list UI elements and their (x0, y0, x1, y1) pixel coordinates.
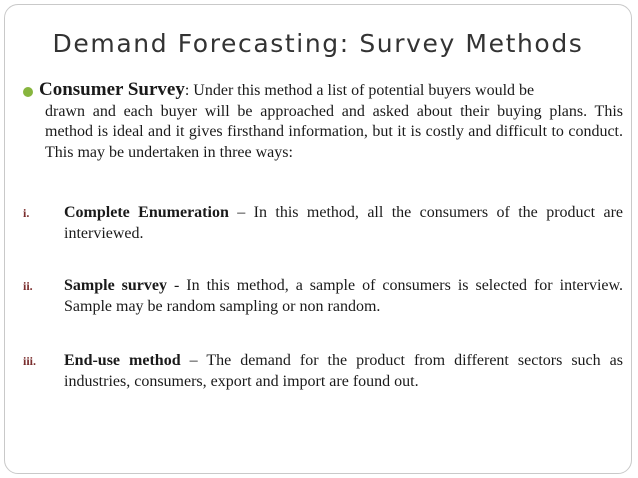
list-item-text (64, 202, 623, 244)
list-item-keyword: End-use method (64, 352, 181, 369)
list-item-description: – In this method, all the consumers of the product are interviewed. (64, 204, 623, 242)
intro-first-line-text: : Under this method a list of potential buyers would be (184, 82, 535, 99)
list-number: iii. (23, 354, 37, 368)
list-item-text (64, 350, 623, 392)
intro-lead: Consumer Survey (39, 79, 185, 100)
slide-title: Demand Forecasting: Survey Methods (52, 29, 584, 58)
list-item-end-use-method (23, 350, 623, 392)
intro-first-line (23, 79, 535, 100)
list-item-description: – The demand for the product from different sectors such as industries, consumers, export and import are found out. (64, 352, 623, 390)
list-item-complete-enumeration (23, 202, 623, 244)
list-number: ii. (23, 279, 33, 293)
list-item-description: - In this method, a sample of consumers is selected for interview. Sample may be random sampling or non random. (64, 277, 624, 315)
list-number: i. (23, 206, 30, 220)
list-item-sample-survey (23, 275, 623, 317)
intro-paragraph (23, 80, 623, 163)
list-item-text (64, 275, 623, 317)
list-item-keyword: Complete Enumeration (64, 204, 229, 221)
list-item-keyword: Sample survey (64, 277, 167, 294)
intro-continuation: drawn and each buyer will be approached and asked about their buying plans. This method is ideal and it gives firsthand information, but it is costly and difficult to conduct. This may be undertaken in three ways: (45, 102, 623, 161)
bullet-icon (23, 87, 33, 97)
slide (4, 4, 632, 474)
